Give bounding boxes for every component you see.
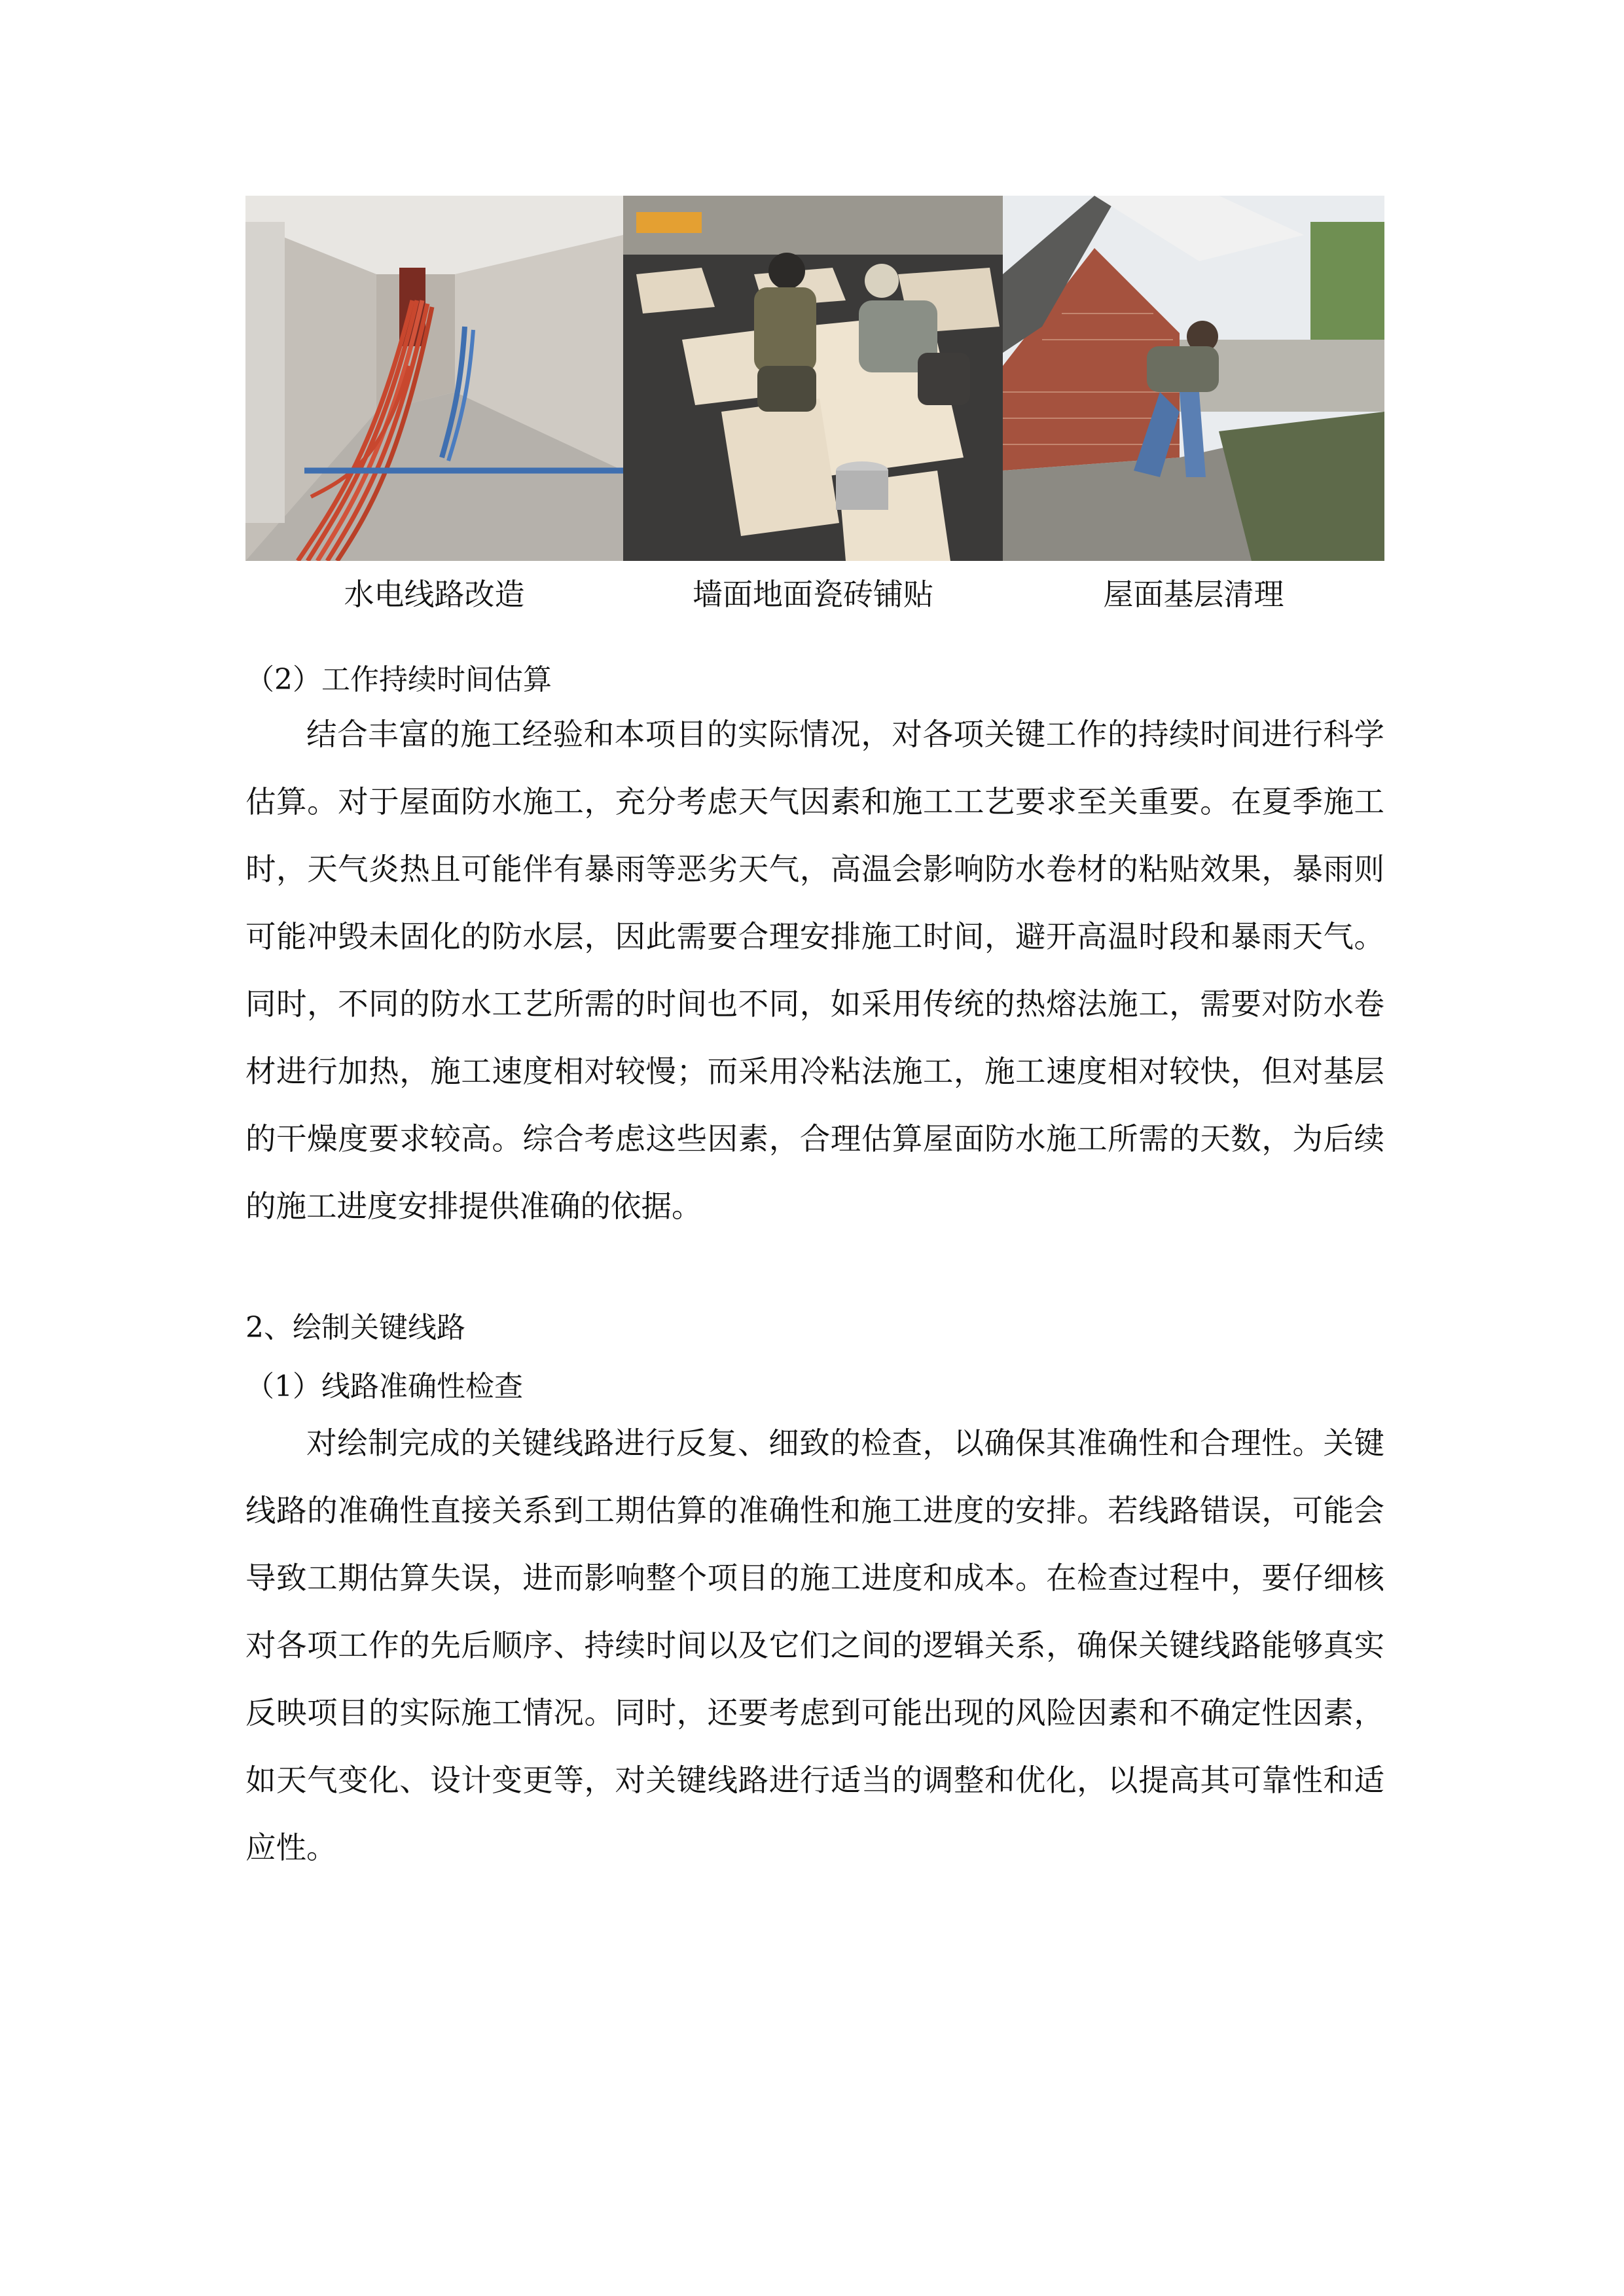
section-heading: （2）工作持续时间估算 bbox=[245, 663, 552, 696]
figure-caption: 屋面基层清理 bbox=[1103, 577, 1284, 612]
body-paragraph: 结合丰富的施工经验和本项目的实际情况，对各项关键工作的持续时间进行科学估算。对于屋面防水施工，充分考虑天气因素和施工工艺要求至关重要。在夏季施工时，天气炎热且可能伴有暴雨等恶劣天气，高温会影响防水卷材的粘贴效果，暴雨则可能冲毁未固化的防水层，因此需要合理安排施工时间，避开高温时段和暴雨天气。同时，不同的防水工艺所需的时间也不同，如采用传统的热熔法施工，需要对防水卷材进行加热，施工速度相对较慢；而采用冷粘法施工，施工速度相对较快，但对基层的干燥度要求较高。综合考虑这些因素，合理估算屋面防水施工所需的天数，为后续的施工进度安排提供准确的依据。 bbox=[245, 717, 1384, 1224]
body-paragraph: 对绘制完成的关键线路进行反复、细致的检查，以确保其准确性和合理性。关键线路的准确性直接关系到工期估算的准确性和施工进度的安排。若线路错误，可能会导致工期估算失误，进而影响整个项目的施工进度和成本。在检查过程中，要仔细核对各项工作的先后顺序、持续时间以及它们之间的逻辑关系，确保关键线路能够真实反映项目的实际施工情况。同时，还要考虑到可能出现的风险因素和不确定性因素，如天气变化、设计变更等，对关键线路进行适当的调整和优化，以提高其可靠性和适应性。 bbox=[245, 1426, 1384, 1865]
part-heading: 2、绘制关键线路 bbox=[245, 1311, 465, 1344]
roof-cleaning-photo bbox=[1003, 196, 1384, 561]
figure-photo-row bbox=[245, 196, 1384, 561]
figure-caption: 墙面地面瓷砖铺贴 bbox=[693, 577, 933, 612]
figure-captions bbox=[245, 568, 1384, 620]
section-heading: （1）线路准确性检查 bbox=[245, 1370, 523, 1403]
electrical-conduit-photo bbox=[245, 196, 623, 561]
tile-laying-photo bbox=[623, 196, 1003, 561]
figure-caption: 水电线路改造 bbox=[344, 577, 525, 612]
